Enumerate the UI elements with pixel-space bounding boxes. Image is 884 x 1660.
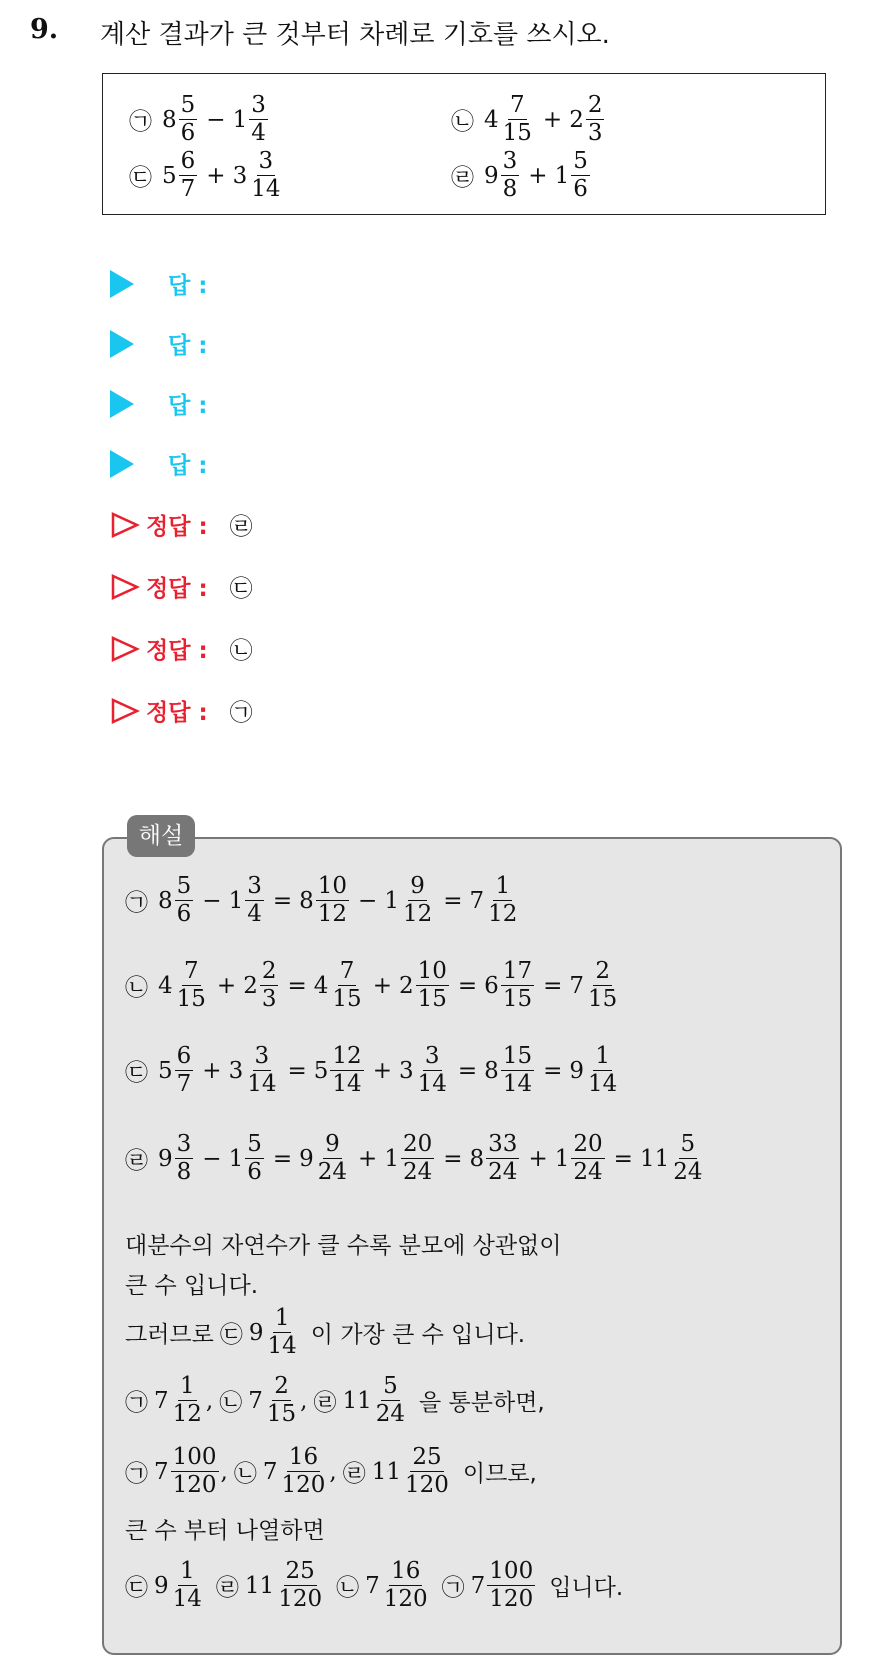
solution-text: 대분수의 자연수가 클 수록 분모에 상관없이 bbox=[125, 1233, 562, 1259]
correct-answer-row bbox=[110, 694, 253, 727]
answer-row[interactable] bbox=[110, 267, 207, 300]
solution-equation-c: ㉢ 5 $\frac{6}{7}$ + 3 $\frac{3}{14}$ = 5 $\frac{12}{14}$ + 3 $\frac{3}{14}$ = 8 $\frac{15}{14}$ = 9 $\frac{1}{14}$ bbox=[125, 1043, 618, 1097]
choice-mark: ㉣ bbox=[125, 1148, 148, 1174]
answer-row[interactable] bbox=[110, 327, 207, 360]
choice-c bbox=[129, 150, 284, 201]
whole-number: 8 bbox=[162, 106, 177, 133]
solution-conclusion: 그러므로 ㉢ 9 $\frac{1}{14}$ 이 가장 큰 수 입니다. bbox=[125, 1305, 526, 1359]
correct-answer-row bbox=[110, 632, 253, 665]
whole-number: 9 bbox=[484, 162, 499, 189]
fraction: $\frac{3}{14}$ bbox=[251, 148, 281, 202]
operator: + bbox=[542, 106, 563, 133]
choice-b bbox=[451, 94, 606, 145]
choice-mark: ㉠ bbox=[125, 890, 148, 916]
solution-common-denominator: ㉠ 7 $\frac{1}{12}$ , ㉡ 7 $\frac{2}{15}$ , ㉣ 11 $\frac{5}{24}$ 을 통분하면, bbox=[125, 1373, 545, 1427]
correct-value: ㉠ bbox=[229, 700, 253, 726]
correct-label: 정답 : bbox=[146, 638, 208, 664]
solution-final-order: ㉢ 9 $\frac{1}{14}$ ㉣ 11 $\frac{25}{120}$ ㉡ 7 $\frac{16}{120}$ ㉠ 7 $\frac{100}{120}$ 입니다. bbox=[125, 1558, 624, 1612]
choice-mark: ㉢ bbox=[125, 1060, 148, 1086]
operator: − bbox=[206, 106, 226, 133]
answer-label: 답 : bbox=[168, 273, 208, 299]
choice-mark: ㉢ bbox=[129, 165, 152, 191]
whole-number: 3 bbox=[232, 162, 248, 189]
play-arrow-icon bbox=[110, 330, 134, 358]
fraction: $\frac{2}{3}$ bbox=[587, 92, 603, 146]
answer-row[interactable] bbox=[110, 447, 207, 480]
fraction: $\frac{6}{7}$ bbox=[180, 148, 196, 202]
whole-number: 4 bbox=[484, 106, 499, 133]
play-arrow-icon bbox=[110, 390, 134, 418]
correct-value: ㉢ bbox=[229, 576, 253, 602]
fraction: $\frac{5}{6}$ bbox=[573, 148, 588, 202]
outline-arrow-icon bbox=[110, 573, 140, 601]
fraction: $\frac{3}{4}$ bbox=[251, 92, 266, 146]
solution-equation-a: ㉠ 8 $\frac{5}{6}$ − 1 $\frac{3}{4}$ = 8 $\frac{10}{12}$ − 1 $\frac{9}{12}$ = 7 $\frac{1}{12}$ bbox=[125, 873, 518, 927]
play-arrow-icon bbox=[110, 270, 134, 298]
fraction: $\frac{7}{15}$ bbox=[502, 92, 532, 146]
correct-value: ㉣ bbox=[229, 514, 253, 540]
choice-mark: ㉢ bbox=[219, 1322, 243, 1348]
correct-label: 정답 : bbox=[146, 514, 208, 540]
choice-mark: ㉡ bbox=[125, 975, 148, 1001]
outline-arrow-icon bbox=[110, 511, 140, 539]
choices-box bbox=[102, 73, 826, 215]
whole-number: 1 bbox=[232, 106, 248, 133]
solution-tag: 해설 bbox=[127, 815, 195, 857]
solution-text: 큰 수 부터 나열하면 bbox=[125, 1518, 325, 1544]
correct-label: 정답 : bbox=[146, 700, 208, 726]
correct-value: ㉡ bbox=[229, 638, 253, 664]
choice-mark: ㉠ bbox=[129, 109, 152, 135]
operator: + bbox=[206, 162, 226, 189]
solution-equation-b: ㉡ 4 $\frac{7}{15}$ + 2 $\frac{2}{3}$ = 4 $\frac{7}{15}$ + 2 $\frac{10}{15}$ = 6 $\frac{17}{15}$ = 7 $\frac{2}{15}$ bbox=[125, 958, 618, 1012]
answer-row[interactable] bbox=[110, 387, 207, 420]
outline-arrow-icon bbox=[110, 697, 140, 725]
answer-label: 답 : bbox=[168, 453, 208, 479]
answer-label: 답 : bbox=[168, 393, 208, 419]
choice-mark: ㉡ bbox=[451, 109, 474, 135]
whole-number: 1 bbox=[554, 162, 570, 189]
question-number: 9. bbox=[30, 14, 59, 45]
choice-a bbox=[129, 94, 270, 145]
outline-arrow-icon bbox=[110, 635, 140, 663]
solution-equation-d: ㉣ 9 $\frac{3}{8}$ − 1 $\frac{5}{6}$ = 9 $\frac{9}{24}$ + 1 $\frac{20}{24}$ = 8 $\frac{33}{24}$ + 1 $\frac{20}{24}$ = 11 $\frac{5}{24}$ bbox=[125, 1131, 703, 1185]
choice-d bbox=[451, 150, 592, 201]
play-arrow-icon bbox=[110, 450, 134, 478]
whole-number: 5 bbox=[162, 162, 177, 189]
whole-number: 2 bbox=[569, 106, 584, 133]
correct-label: 정답 : bbox=[146, 576, 208, 602]
solution-converted: ㉠ 7 $\frac{100}{120}$ , ㉡ 7 $\frac{16}{120}$ , ㉣ 11 $\frac{25}{120}$ 이므로, bbox=[125, 1444, 537, 1498]
answer-label: 답 : bbox=[168, 333, 208, 359]
choice-mark: ㉣ bbox=[451, 165, 474, 191]
correct-answer-row bbox=[110, 508, 253, 541]
fraction: $\frac{3}{8}$ bbox=[502, 148, 518, 202]
question-text: 계산 결과가 큰 것부터 차례로 기호를 쓰시오. bbox=[100, 20, 610, 50]
correct-answer-row bbox=[110, 570, 253, 603]
fraction: $\frac{5}{6}$ bbox=[180, 92, 196, 146]
operator: + bbox=[528, 162, 548, 189]
solution-text: 큰 수 입니다. bbox=[125, 1273, 259, 1299]
